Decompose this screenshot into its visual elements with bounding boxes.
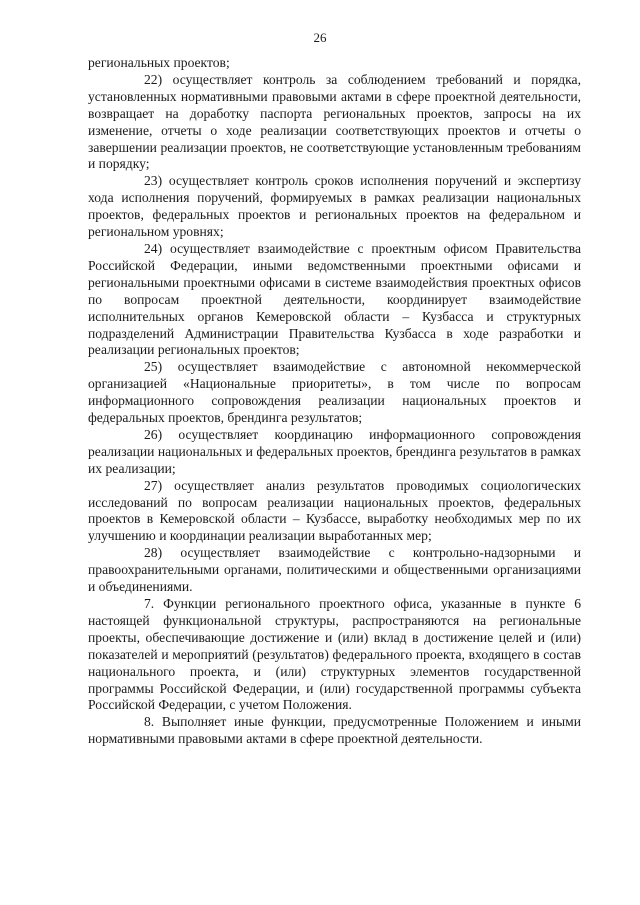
- paragraph-item-26: 26) осуществляет координацию информационного сопровождения реализации национальных и федеральных проектов, брендинга результатов в рамках их реализации;: [88, 426, 581, 476]
- paragraph-section-7: 7. Функции регионального проектного офиса, указанные в пункте 6 настоящей функциональной структуры, распространяются на региональные проекты, обеспечивающие достижение и (или) вклад в достижение целей и (или) показателей и мероприятий (результатов) федерального проекта, входящего в состав национального проекта, и (или) структурных элементов государственной программы Российской Федерации, и (или) государственной программы субъекта Российской Федерации, с учетом Положения.: [88, 596, 581, 713]
- page-number: 26: [313, 30, 327, 45]
- paragraph-item-27: 27) осуществляет анализ результатов проводимых социологических исследований по вопросам реализации национальных проектов, федеральных проектов в Кемеровской области – Кузбассе, выработку необходимых мер по их улучшению и координации реализации выработанных мер;: [88, 477, 581, 544]
- paragraph-item-25: 25) осуществляет взаимодействие с автономной некоммерческой организацией «Национальные приоритеты», в том числе по вопросам информационного сопровождения реализации национальных проектов и федеральных проектов, брендинга результатов;: [88, 359, 581, 426]
- paragraph-continuation: региональных проектов;: [88, 55, 230, 70]
- paragraph-item-24: 24) осуществляет взаимодействие с проектным офисом Правительства Российской Федерации, иными ведомственными проектными офисами и региональными проектными офисами в системе взаимодействия проектных офисов по вопросам проектной деятельности, координирует взаимодействие исполнительных органов Кемеровской области – Кузбасса и структурных подразделений Администрации Правительства Кузбасса в ходе разработки и реализации региональных проектов;: [88, 240, 581, 358]
- paragraph-item-28: 28) осуществляет взаимодействие с контрольно-надзорными и правоохранительными органами, политическими и общественными организациями и объединениями.: [88, 545, 581, 595]
- paragraph-section-8: 8. Выполняет иные функции, предусмотренные Положением и иными нормативными правовыми актами в сфере проектной деятельности.: [88, 714, 581, 747]
- document-body: [88, 55, 581, 748]
- paragraph-item-23: 23) осуществляет контроль сроков исполнения поручений и экспертизу хода исполнения поручений, формируемых в рамках реализации национальных проектов, федеральных проектов и региональных проектов на федеральном и региональном уровнях;: [88, 173, 581, 240]
- paragraph-item-22: 22) осуществляет контроль за соблюдением требований и порядка, установленных нормативными правовыми актами в сфере проектной деятельности, возвращает на доработку паспорта региональных проектов, запросы на их изменение, отчеты о ходе реализации соответствующих проектов и отчеты о завершении реализации проектов, не соответствующие установленным требованиям и порядку;: [88, 71, 581, 172]
